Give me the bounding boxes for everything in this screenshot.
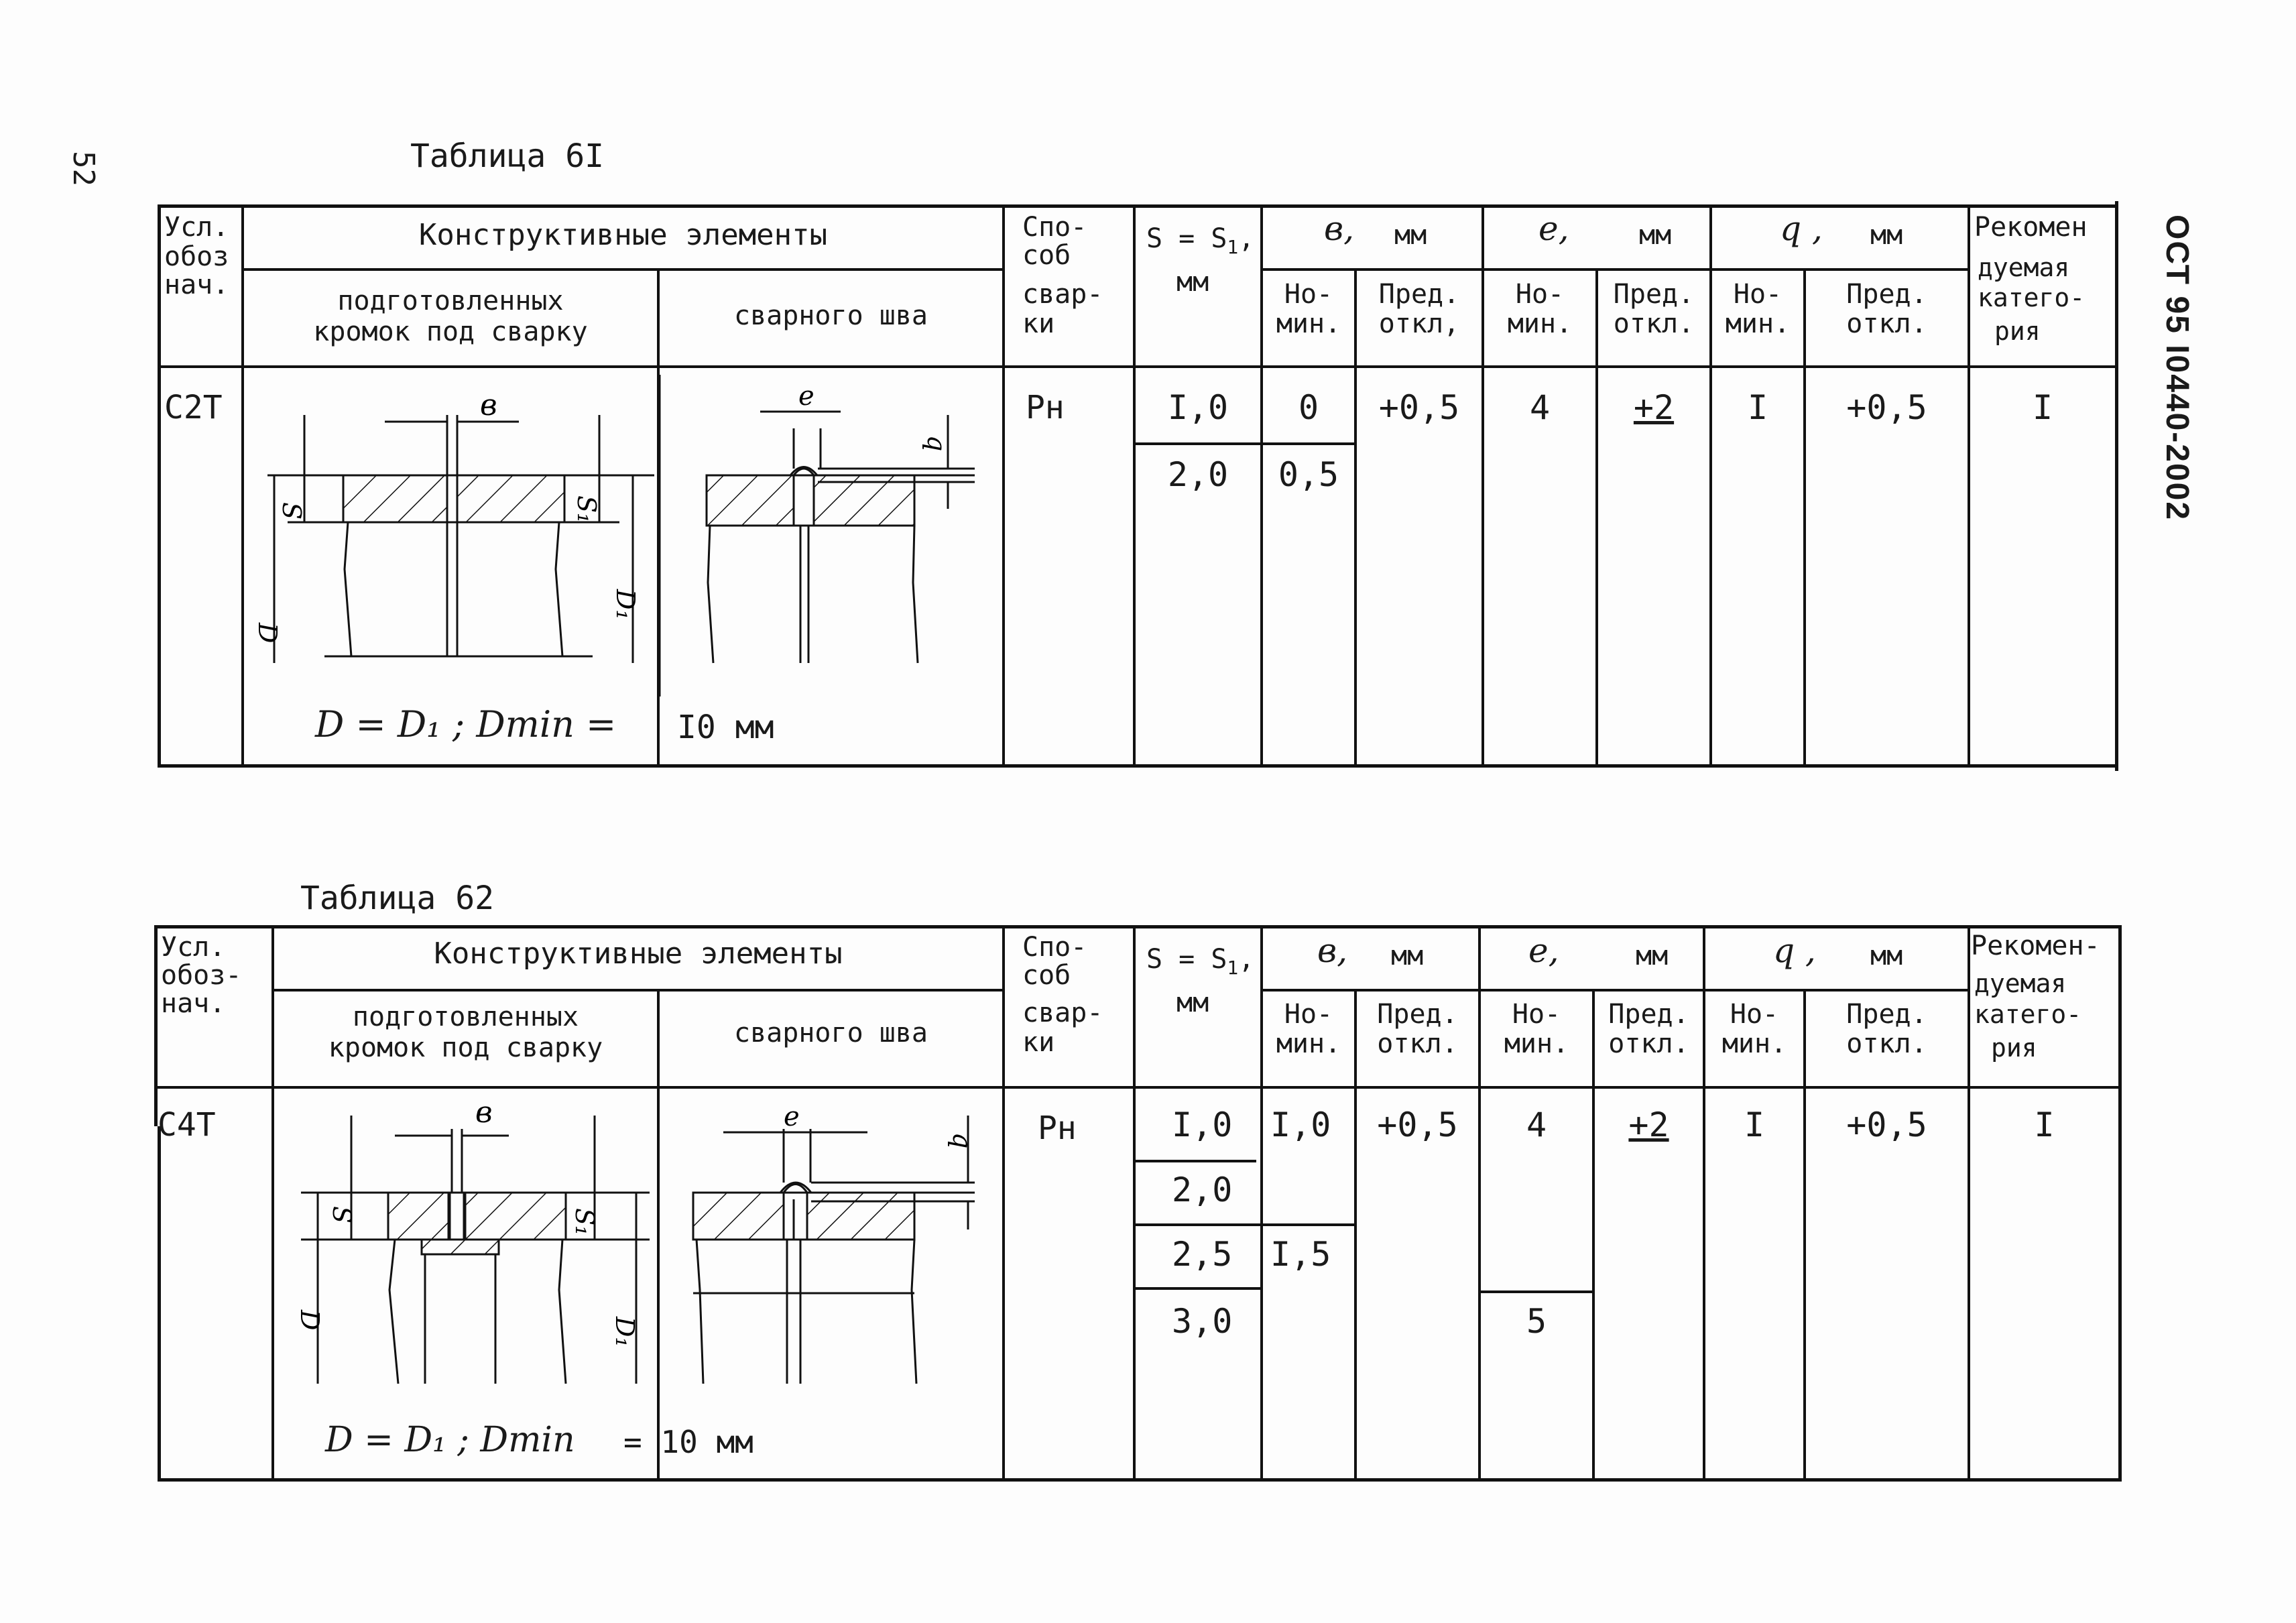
header-b-dev-2: откл, [1378,308,1460,339]
header-q-dev-1: Пред. [1846,279,1927,310]
table2-e-nom-1: 4 [1526,1105,1547,1144]
t2-header-s: $S = S_1$, [1146,944,1255,979]
table2-formula: D = D₁ ; Dmin [325,1420,575,1460]
header-designation-1: Усл. [164,212,229,243]
t2-header-designation-1: Усл. [161,932,226,963]
header-q: q , [1780,209,1823,248]
table2-caption: Таблица 62 [300,880,494,917]
table1-b-dev: +0,5 [1378,388,1460,427]
t2-header-category-3: катего- [1974,1000,2082,1029]
table2-seam-drawing [660,1089,1002,1478]
header-s-unit: мм [1176,267,1209,298]
t2-header-b-dev-1: Пред. [1377,999,1458,1030]
fig1-label-b: в [480,388,497,422]
table1-b-nom-1: 0 [1298,388,1319,427]
header-method-3: свар- [1022,279,1103,310]
t2-header-e-nom-1: Но- [1512,999,1561,1030]
t2-header-seam: сварного шва [734,1018,928,1048]
header-designation-2: обоз [164,241,229,272]
t2-header-b-nom-1: Но- [1284,999,1333,1030]
table2-formula-value: = 10 мм [623,1424,753,1460]
page-number: 52 [66,151,101,186]
header-e-unit: мм [1639,220,1672,251]
t2-header-q-nom-1: Но- [1730,999,1779,1030]
header-b-nom-2: мин. [1276,308,1341,339]
table1-b-nom-2: 0,5 [1278,455,1339,494]
header-q-unit: мм [1870,220,1903,251]
table2-q-dev: +0,5 [1846,1105,1927,1144]
fig2-label-b: в [475,1095,493,1130]
t2-header-e: е, [1528,931,1559,970]
fig1-label-q: q [922,435,951,452]
header-category-2: дуемая [1978,253,2070,282]
header-e-nom-1: Но- [1515,279,1565,310]
t2-header-s-unit: мм [1176,987,1209,1018]
t2-header-method-4: ки [1022,1027,1055,1058]
standard-designation: ОСТ 95 I0440-2002 [2159,215,2195,522]
header-b-unit: мм [1394,220,1427,251]
table2-e-dev: +2 [1628,1105,1669,1144]
t2-header-b: в, [1317,931,1347,970]
t2-header-q-nom-2: мин. [1721,1028,1787,1059]
header-method-2: соб [1022,240,1071,271]
table1-s-1: I,0 [1167,388,1229,427]
table2-s-3: 2,5 [1172,1235,1233,1274]
header-designation-3: нач. [164,269,229,300]
table1-q-nom: I [1747,388,1768,427]
header-q-dev-2: откл. [1846,308,1927,339]
t2-header-b-nom-2: мин. [1276,1028,1341,1059]
table2-s-2: 2,0 [1172,1170,1233,1209]
t2-header-e-unit: мм [1636,941,1669,971]
t2-header-q: q , [1773,931,1816,970]
t2-header-prepared-1: подготовленных [352,1002,579,1032]
table2-s-4: 3,0 [1172,1302,1233,1341]
table2-method: Рн [1038,1109,1077,1147]
header-b-nom-1: Но- [1284,279,1333,310]
table1-category: I [2032,388,2053,427]
table1-caption: Таблица 6I [410,137,604,175]
header-q-nom-1: Но- [1733,279,1783,310]
table2-designation: С4Т [158,1106,216,1144]
t2-header-e-dev-1: Пред. [1608,999,1689,1030]
t2-header-q-dev-1: Пред. [1846,999,1927,1030]
fig2-label-s1: S₁ [570,1208,599,1236]
t2-header-method-3: свар- [1022,998,1103,1028]
table1-e-nom: 4 [1529,388,1551,427]
t2-header-category-4: рия [1991,1033,2037,1063]
table2-category: I [2034,1105,2055,1144]
header-category-1: Рекомен [1974,212,2088,243]
header-method-4: ки [1022,308,1055,339]
table1-formula-value: I0 мм [677,709,774,746]
header-e-nom-2: мин. [1507,308,1573,339]
table2-b-nom-1: I,0 [1270,1105,1331,1144]
header-prepared-1: подготовленных [337,286,564,316]
fig1-label-d: D [253,623,282,644]
header-category-3: катего- [1978,283,2086,312]
header-prepared-2: кромок под сварку [313,316,588,347]
fig2-label-e: е [784,1101,800,1132]
header-construct: Конструктивные элементы [418,218,828,252]
fig1-label-d1: D₁ [611,589,640,620]
t2-header-category-1: Рекомен- [1971,930,2100,961]
table1-seam-drawing [660,368,1002,764]
fig2-label-d: D [295,1310,324,1331]
table2-s-1: I,0 [1172,1105,1233,1144]
table2-q-nom: I [1744,1105,1765,1144]
table1-formula: D = D₁ ; Dmin = [315,703,617,745]
table1-designation: С2Т [164,389,223,426]
table2-b-nom-2: I,5 [1270,1235,1331,1274]
t2-header-prepared-2: кромок под сварку [328,1032,603,1063]
t2-header-e-nom-2: мин. [1504,1028,1569,1059]
header-b: в, [1324,209,1354,248]
t2-header-construct: Конструктивные элементы [434,937,843,971]
header-b-dev-1: Пред. [1378,279,1460,310]
t2-header-designation-3: нач. [161,988,226,1019]
header-s: $S = S_1$, [1146,223,1255,258]
header-q-nom-2: мин. [1725,308,1791,339]
fig2-label-q: q [947,1132,977,1149]
header-method-1: Спо- [1022,212,1087,243]
t2-header-designation-2: обоз- [161,960,242,991]
table1-method: Рн [1026,389,1065,426]
header-e-dev-2: откл. [1613,308,1695,339]
fig1-label-e: е [798,381,814,412]
t2-header-method-1: Спо- [1022,932,1087,963]
table1-e-dev: +2 [1633,388,1675,427]
fig1-label-s1: S₁ [572,495,601,524]
header-e: е, [1538,209,1569,248]
header-seam: сварного шва [734,300,928,331]
table1-q-dev: +0,5 [1846,388,1927,427]
fig1-label-s: S [277,502,306,520]
table2-b-dev: +0,5 [1377,1105,1458,1144]
t2-header-method-2: соб [1022,960,1071,991]
table1-s-2: 2,0 [1167,455,1229,494]
fig2-label-d1: D₁ [610,1317,640,1347]
header-e-dev-1: Пред. [1613,279,1695,310]
fig2-label-s: S [327,1206,357,1224]
t2-header-q-unit: мм [1870,941,1903,971]
header-category-4: рия [1994,316,2041,346]
table2-e-nom-2: 5 [1526,1302,1547,1341]
t2-header-b-dev-2: откл. [1377,1028,1458,1059]
t2-header-category-2: дуемая [1974,969,2067,998]
t2-header-q-dev-2: откл. [1846,1028,1927,1059]
t2-header-b-unit: мм [1391,941,1424,971]
t2-header-e-dev-2: откл. [1608,1028,1689,1059]
